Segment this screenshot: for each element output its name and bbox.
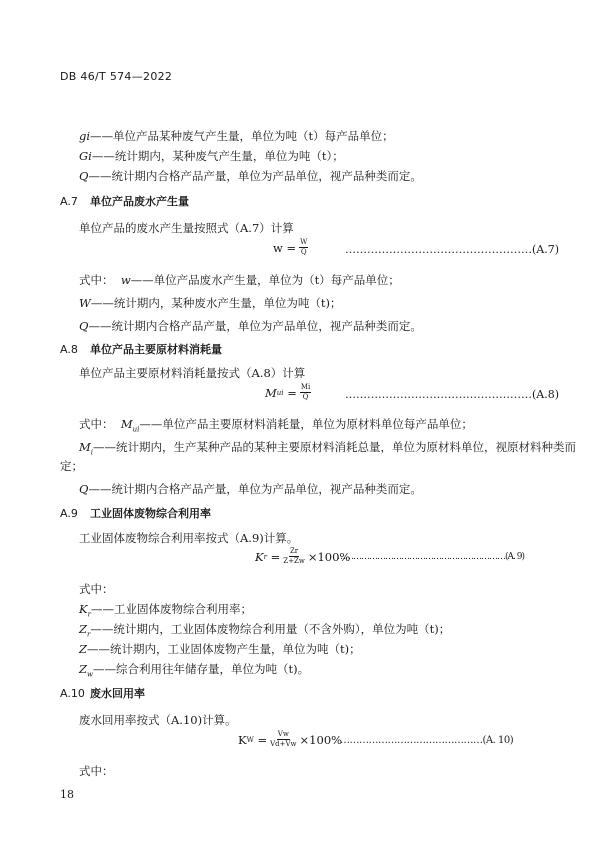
a9-def-Z: Z——统计期内，工业固体废物产生量，单位为吨（t)； xyxy=(79,642,361,656)
equation-a10: K W = $\frac{Vw}{Vd+Vw}$ ×100% xyxy=(238,730,343,748)
a8-intro: 单位产品主要原材料消耗量按式（A.8）计算 xyxy=(79,366,306,380)
a8-def-Q: Q——统计期内合格产品产量，单位为产品单位，视产品种类而定。 xyxy=(79,482,422,496)
a8-def-Mi-cont: 定； xyxy=(60,459,83,473)
equation-a9-number: ………………………………………………………(A. 9) xyxy=(337,552,524,562)
section-a9-heading: A.9 工业固体废物综合利用率 xyxy=(60,507,211,520)
a8-def-Mui: 式中： $M_{ui}——$单位产品主要原材料消耗量，单位为原材料单位每产品单位； xyxy=(79,417,473,434)
equation-a7-number: ……………………………………………(A.7) xyxy=(345,243,560,256)
section-a8-heading: A.8 单位产品主要原材料消耗量 xyxy=(60,343,222,356)
a9-intro: 工业固体废物综合利用率按式（A.9)计算。 xyxy=(79,531,299,545)
a10-intro: 废水回用率按式（A.10)计算。 xyxy=(79,713,237,727)
equation-a7: w = $\frac{W}{Q}$ xyxy=(273,238,308,256)
page-number: 18 xyxy=(60,788,74,801)
a10-defs-prefix: 式中： xyxy=(79,764,114,778)
a7-def-Q: Q——统计期内合格产品产量，单位为产品单位，视产品种类而定。 xyxy=(79,319,422,333)
a9-defs-prefix: 式中： xyxy=(79,582,114,596)
a7-def-W: W——统计期内，某种废水产生量，单位为吨（t)； xyxy=(79,296,342,310)
a9-def-Zw: $Z_w——$综合利用往年储存量，单位为吨（t)。 xyxy=(79,662,310,679)
section-a7-heading: A.7 单位产品废水产生量 xyxy=(60,195,189,208)
a9-def-Zr: $Z_r——$统计期内，工业固体废物综合利用量（不含外购），单位为吨（t)； xyxy=(79,622,451,639)
def-gi: gi——单位产品某种废气产生量，单位为吨（t）每产品单位； xyxy=(79,129,394,143)
def-Q-top: Q——统计期内合格产品产量，单位为产品单位，视产品种类而定。 xyxy=(79,169,422,183)
a9-def-Kr: $K_r——$工业固体废物综合利用率； xyxy=(79,602,252,619)
equation-a10-number: ………………………………………(A. 10) xyxy=(340,735,514,746)
a7-intro: 单位产品的废水产生量按照式（A.7）计算 xyxy=(79,221,294,235)
section-a10-heading: A.10 废水回用率 xyxy=(60,687,145,700)
def-Gi: Gi——统计期内，某种废气产生量，单位为吨（t）； xyxy=(79,149,344,163)
equation-a8-number: ……………………………………………(A.8) xyxy=(345,388,560,401)
equation-a8: M ui = $\frac{Mi}{Q}$ xyxy=(265,383,311,401)
equation-a9: K r = $\frac{Zr}{Z+Zw}$ ×100% xyxy=(255,547,351,565)
a8-def-Mi: $M_i——$统计期内，生产某种产品的某种主要原材料消耗总量，单位为原材料单位，视原材料种类而 xyxy=(79,440,577,457)
document-id: DB 46/T 574—2022 xyxy=(60,70,173,83)
a7-def-w: 式中： w——单位产品废水产生量，单位为（t）每产品单位； xyxy=(79,273,400,287)
